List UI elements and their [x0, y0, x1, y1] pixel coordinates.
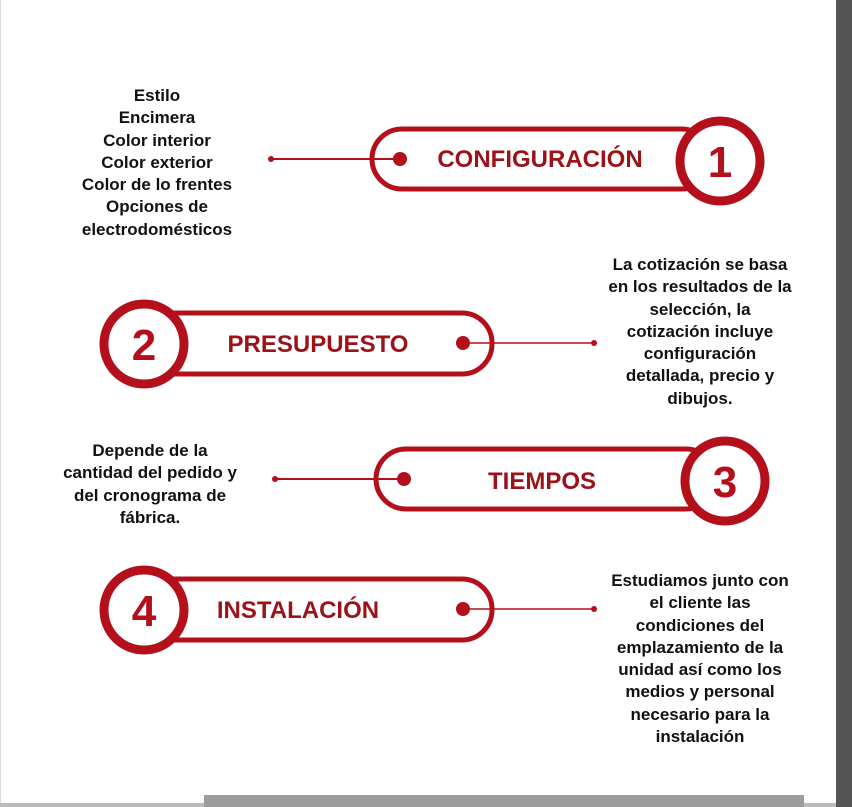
step-4-description	[595, 570, 805, 748]
desc-line: el cliente las	[649, 593, 751, 613]
desc-line: configuración	[643, 344, 757, 364]
step-3	[272, 441, 765, 521]
desc-line: medios y personal	[625, 682, 775, 702]
desc-line: en los resultados de la	[608, 277, 792, 297]
desc-line: Estilo	[133, 86, 181, 105]
desc-line: cotización incluye	[626, 321, 774, 341]
step-title: CONFIGURACIÓN	[437, 146, 643, 173]
desc-line: dibujos.	[667, 388, 733, 408]
connector-dot	[268, 156, 274, 162]
pill-dot	[456, 602, 470, 616]
desc-line: Estudiamos junto con	[611, 571, 789, 590]
desc-line: selección, la	[649, 299, 751, 319]
desc-line: Opciones de	[105, 197, 209, 217]
desc-line: detallada, precio y	[625, 366, 775, 386]
desc-line: unidad así como los	[618, 660, 782, 680]
connector-dot	[272, 476, 278, 482]
desc-line: Encimera	[118, 108, 196, 128]
step-title: INSTALACIÓN	[216, 597, 380, 624]
step-2-description	[590, 254, 810, 410]
horizontal-scrollbar[interactable]	[204, 795, 804, 807]
desc-line: Depende de la	[92, 441, 208, 460]
desc-line: Color exterior	[101, 152, 213, 172]
desc-line: electrodomésticos	[81, 219, 233, 239]
desc-line: Color interior	[103, 130, 211, 150]
pill-dot	[393, 152, 407, 166]
desc-line: cantidad del pedido y	[63, 463, 237, 483]
desc-line: Color de lo frentes	[81, 175, 233, 195]
pill-dot	[397, 472, 411, 486]
desc-line: del cronograma de	[73, 485, 227, 505]
step-number: 1	[707, 138, 733, 187]
desc-line: fábrica.	[119, 507, 181, 527]
step-title: PRESUPUESTO	[227, 331, 409, 358]
step-1	[268, 121, 760, 201]
step-3-description	[50, 440, 250, 529]
desc-line: emplazamiento de la	[616, 637, 784, 657]
step-number: 4	[131, 587, 157, 636]
desc-line: La cotización se basa	[612, 255, 788, 274]
step-2	[104, 304, 597, 384]
step-4	[104, 570, 597, 650]
step-number: 3	[712, 458, 738, 507]
pill-dot	[456, 336, 470, 350]
desc-line: necesario para la	[630, 704, 770, 724]
step-1-description	[57, 85, 257, 241]
desc-line: condiciones del	[635, 615, 765, 635]
step-number: 2	[131, 321, 157, 370]
step-title: TIEMPOS	[487, 468, 597, 495]
desc-line: instalación	[655, 727, 745, 747]
vertical-scrollbar[interactable]	[836, 0, 852, 807]
